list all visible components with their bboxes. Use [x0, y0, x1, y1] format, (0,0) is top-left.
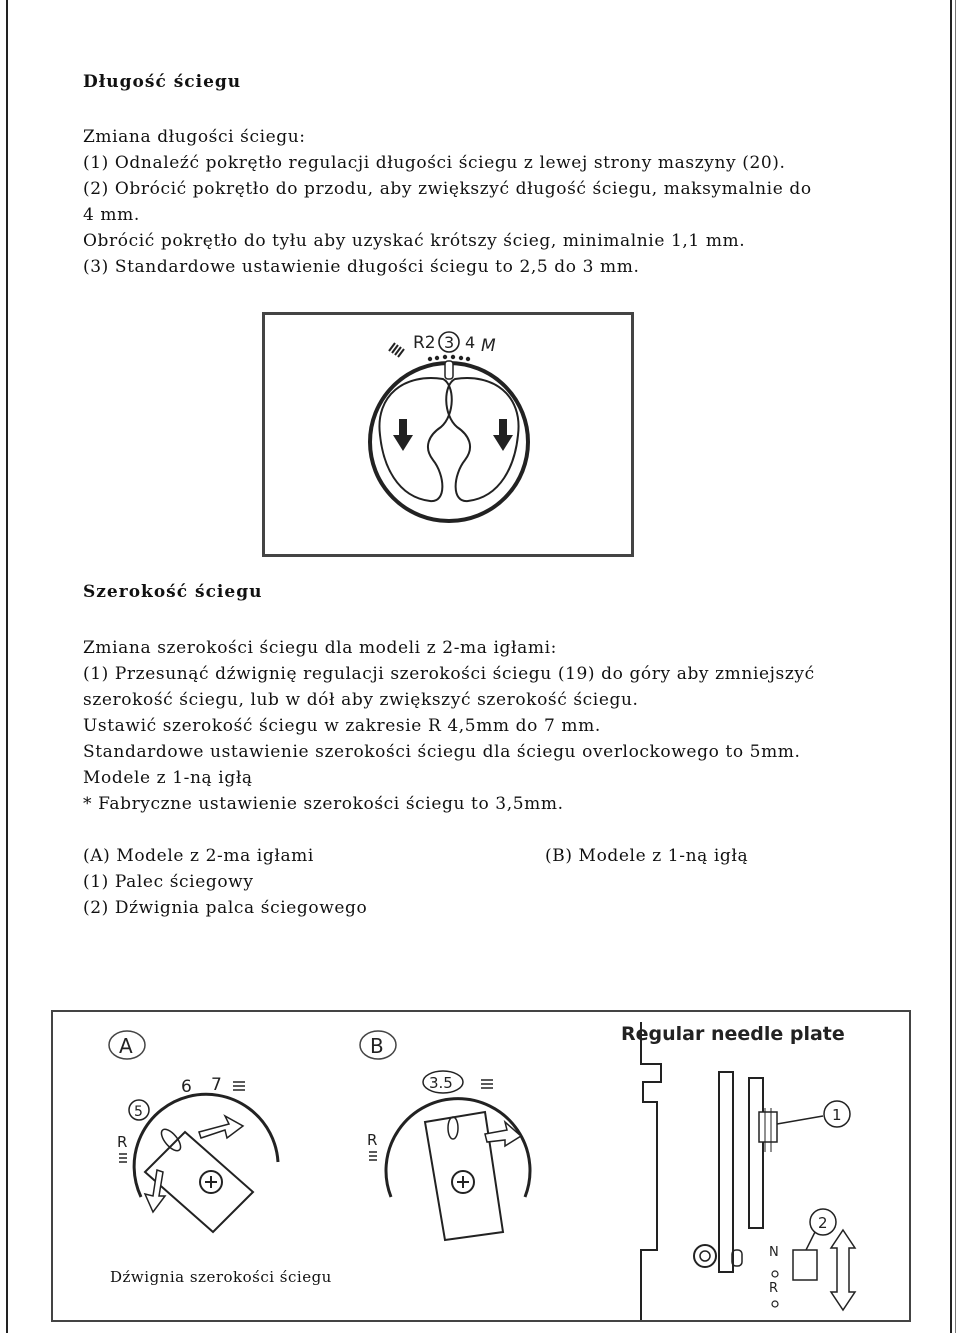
plate-dot — [772, 1301, 778, 1307]
dial-tick-dots — [428, 355, 470, 361]
dial-label-r2: R2 — [413, 333, 436, 353]
section-heading-stitch-length: Długość ściegu — [83, 72, 242, 92]
page-border-right-inner — [955, 0, 956, 1333]
stitch-pattern-icon — [389, 343, 404, 357]
text-line: (1) Przesunąć dźwignię regulacji szerokości ściegu (19) do góry aby zmniejszyć — [83, 664, 815, 684]
text-line: Obrócić pokrętło do tyłu aby uzyskać krótszy ścieg, minimalnie 1,1 mm. — [83, 231, 746, 251]
plate-rail-right — [749, 1078, 763, 1228]
page-border-right — [950, 0, 952, 1333]
dial-b — [360, 1031, 530, 1240]
stitch-length-dial-figure — [262, 312, 634, 557]
text-line: Modele z 1-ną igłą — [83, 768, 253, 788]
text-line: Zmiana szerokości ściegu dla modeli z 2-ma igłami: — [83, 638, 557, 658]
callout-2: 2 — [818, 1214, 828, 1232]
legend-item-1: (1) Palec ściegowy — [83, 872, 254, 892]
callout-leader-2 — [805, 1232, 815, 1252]
dial-label-4: 4 — [465, 333, 476, 352]
dial-pointer — [445, 361, 453, 379]
dial-label-m: M — [481, 336, 496, 356]
stitch-finger — [759, 1112, 777, 1142]
stitch-width-icon — [233, 1082, 245, 1090]
dial-grip-left — [379, 378, 451, 501]
plate-dot — [772, 1271, 778, 1277]
arrow-down-icon — [493, 419, 513, 451]
text-line: szerokość ściegu, lub w dół aby zwiększyć szerokość ściegu. — [83, 690, 639, 710]
callout-leader-1 — [777, 1116, 823, 1124]
plate-label-r: R — [769, 1281, 779, 1296]
needle-plate — [621, 1022, 855, 1320]
text-line: (3) Standardowe ustawienie długości ściegu to 2,5 do 3 mm. — [83, 257, 640, 277]
stitch-width-figure — [51, 1010, 911, 1322]
arrow-up-icon — [199, 1116, 243, 1138]
figure-caption: Dźwignia szerokości ściegu — [110, 1268, 332, 1286]
section-heading-stitch-width: Szerokość ściegu — [83, 582, 263, 602]
plate-label-n: N — [769, 1245, 779, 1260]
plate-screw-inner — [700, 1251, 710, 1261]
label-b: B — [370, 1034, 384, 1058]
needle-plate-title: Regular needle plate — [621, 1023, 845, 1045]
text-line: (1) Odnaleźć pokrętło regulacji długości ściegu z lewej strony maszyny (20). — [83, 153, 786, 173]
double-arrow-icon — [831, 1230, 855, 1310]
stitch-length-dial-illustration — [265, 315, 631, 554]
dial-b-label-35: 3.5 — [429, 1074, 453, 1092]
text-line: Zmiana długości ściegu: — [83, 127, 306, 147]
text-line: Standardowe ustawienie szerokości ściegu dla ściegu overlockowego to 5mm. — [83, 742, 801, 762]
page-border-left — [6, 0, 8, 1333]
text-line: (2) Obrócić pokrętło do przodu, aby zwiększyć długość ściegu, maksymalnie do — [83, 179, 812, 199]
text-line: Ustawić szerokość ściegu w zakresie R 4,5mm do 7 mm. — [83, 716, 601, 736]
legend-item-b: (B) Modele z 1-ną igłą — [545, 846, 749, 866]
zigzag-icon — [369, 1152, 377, 1160]
plate-screw-hole — [694, 1245, 716, 1267]
legend-item-a: (A) Modele z 2-ma igłami — [83, 846, 314, 866]
dial-label-3: 3 — [444, 333, 455, 352]
stitch-width-icon — [481, 1080, 493, 1088]
label-a: A — [119, 1034, 133, 1058]
dial-b-label-r: R — [367, 1131, 378, 1149]
stitch-finger-lever — [793, 1250, 817, 1280]
dial-a — [109, 1031, 278, 1232]
zigzag-icon — [119, 1154, 127, 1162]
callout-1: 1 — [832, 1106, 842, 1124]
dial-a-label-5: 5 — [134, 1104, 143, 1120]
plate-outline — [641, 1022, 661, 1320]
legend-item-2: (2) Dźwignia palca ściegowego — [83, 898, 368, 918]
text-line: * Fabryczne ustawienie szerokości ściegu to 3,5mm. — [83, 794, 564, 814]
text-line: 4 mm. — [83, 205, 140, 225]
dial-a-label-7: 7 — [211, 1075, 222, 1095]
dial-a-label-r: R — [117, 1133, 128, 1151]
plate-rail-left — [719, 1072, 733, 1272]
dial-a-label-6: 6 — [181, 1077, 192, 1097]
arrow-down-icon — [393, 419, 413, 451]
